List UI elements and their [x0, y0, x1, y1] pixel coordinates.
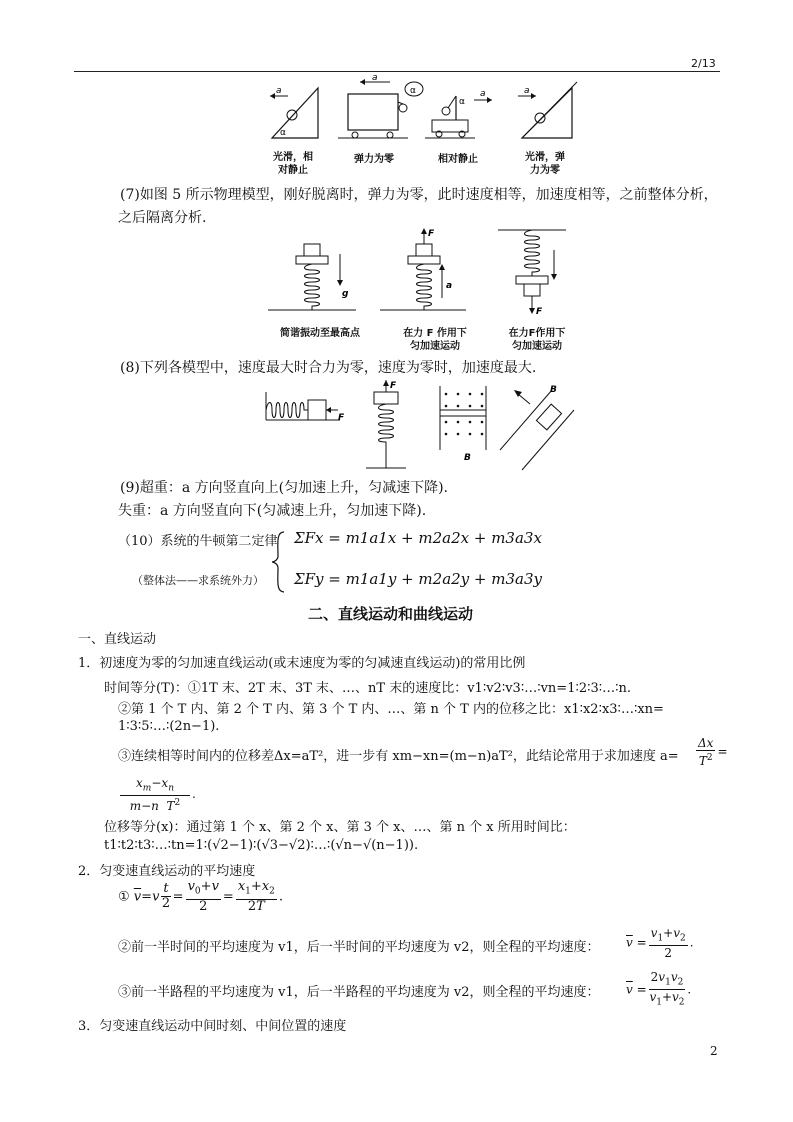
- p2-formula1: ① $\overline{v}=v$ $\frac{t}{2}$ = $\frac{v_0+v}{2}$ = $\frac{x_1+x_2}{2T}$ .: [118, 879, 284, 914]
- svg-text:g: g: [342, 289, 349, 299]
- top-models-figure: [260, 74, 590, 144]
- models-figure: [260, 380, 580, 472]
- svg-text:a: a: [276, 86, 282, 96]
- svg-text:F: F: [390, 381, 397, 391]
- p2-formula3: $\overline{v}$ = $\frac{2v_1v_2}{v_1+v_2}$ .: [626, 970, 692, 1008]
- equation-brace: [270, 530, 286, 594]
- p2-item3: ③前一半路程的平均速度为 v1，后一半路程的平均速度为 v2，则全程的平均速度：: [118, 985, 600, 1000]
- fig-caption: 光滑，弹: [525, 152, 565, 163]
- svg-text:a: a: [524, 86, 530, 96]
- item9-line2: 失重：a 方向竖直向下(匀减速上升，匀加速下降).: [118, 503, 427, 519]
- p2-item2: ②前一半时间的平均速度为 v1，后一半时间的平均速度为 v2，则全程的平均速度：: [118, 940, 600, 955]
- equation-x-text: ΣFx = m1a1x + m2a2x + m3a3x: [294, 529, 542, 547]
- svg-text:B: B: [464, 453, 471, 463]
- fraction-xmn: $\frac{x_m-x_n}{m-n T^2}$ .: [118, 776, 196, 813]
- fig-caption: 相对静止: [438, 154, 478, 165]
- item7-line1: (7)如图 5 所示物理模型，刚好脱离时，弹力为零，此时速度相等，加速度相等，之前整体分析，: [120, 187, 718, 203]
- p2-formula2: $\overline{v}$ = $\frac{v_1+v_2}{2}$ .: [626, 926, 694, 961]
- svg-text:a: a: [480, 89, 486, 99]
- fig-caption: 匀加速运动: [512, 341, 562, 352]
- p3-title: 3．匀变速直线运动中间时刻、中间位置的速度: [78, 1019, 347, 1034]
- p1-second-line1: ②第 1 个 T 内、第 2 个 T 内、第 3 个 T 内、…、第 n 个 T 内的位移之比：x1∶x2∶x3∶…∶xn=: [118, 702, 664, 717]
- fig-caption: 弹力为零: [354, 154, 394, 165]
- item7-line2: 之后隔离分析.: [118, 210, 207, 226]
- fig-caption: 对静止: [278, 165, 308, 176]
- p1-disp-equal: 位移等分(x)：通过第 1 个 x、第 2 个 x、第 3 个 x、…、第 n 个 x 所用时间比：: [104, 820, 576, 835]
- item10-label: （10）系统的牛顿第二定律: [118, 534, 278, 549]
- equation-x: [294, 529, 542, 547]
- svg-text:B: B: [550, 385, 557, 395]
- svg-text:α: α: [459, 97, 465, 107]
- svg-text:F: F: [338, 413, 345, 423]
- fig-caption: 力为零: [530, 165, 560, 176]
- page-indicator: 2/13: [691, 57, 716, 70]
- fraction-a: $\frac{\Delta x}{T^2}$ =: [698, 736, 728, 768]
- item9-line1: (9)超重：a 方向竖直向上(匀加速上升，匀减速下降).: [120, 480, 449, 496]
- p1-time-equal: 时间等分(T)：①1T 末、2T 末、3T 末、…、nT 末的速度比：v1∶v2∶v3∶…∶vn=1∶2∶3∶…∶n.: [104, 681, 632, 696]
- p1-disp-ratio: t1∶t2∶t3∶…∶tn=1∶(√2−1)∶(√3−√2)∶…∶(√n−√(n−1)).: [104, 838, 419, 853]
- spring-figure: [262, 226, 582, 330]
- item10-note: （整体法——求系统外力）: [132, 574, 264, 587]
- p1-second-line2: 1∶3∶5∶…∶(2n−1).: [118, 719, 220, 734]
- svg-text:α: α: [410, 86, 416, 96]
- svg-text:F: F: [536, 307, 543, 317]
- equation-y-text: ΣFy = m1a1y + m2a2y + m3a3y: [294, 570, 542, 588]
- page-number: 2: [710, 1044, 718, 1058]
- svg-text:α: α: [280, 128, 286, 138]
- section-title: 二、直线运动和曲线运动: [308, 605, 474, 623]
- fig-caption: 匀加速运动: [410, 341, 460, 352]
- svg-text:F: F: [428, 229, 435, 239]
- fig-caption: 在力F作用下: [508, 328, 566, 339]
- subsection-title: 一、直线运动: [78, 632, 157, 647]
- p1-third-line1: ③连续相等时间内的位移差Δx=aT²，进一步有 xm−xn=(m−n)aT²，此结论常用于求加速度 a=: [118, 749, 679, 764]
- fig-caption: 简谐振动至最高点: [280, 328, 360, 339]
- item8-text: (8)下列各模型中，速度最大时合力为零，速度为零时，加速度最大.: [120, 360, 537, 376]
- svg-text:a: a: [372, 74, 378, 83]
- p1-title: 1．初速度为零的匀加速直线运动(或末速度为零的匀减速直线运动)的常用比例: [78, 656, 526, 671]
- fig-caption: 光滑，相: [273, 152, 313, 163]
- header-rule: [74, 71, 720, 72]
- svg-text:a: a: [446, 281, 453, 291]
- equation-y: [294, 570, 542, 588]
- fig-caption: 在力 F 作用下: [403, 328, 467, 339]
- p2-title: 2．匀变速直线运动的平均速度: [78, 864, 256, 879]
